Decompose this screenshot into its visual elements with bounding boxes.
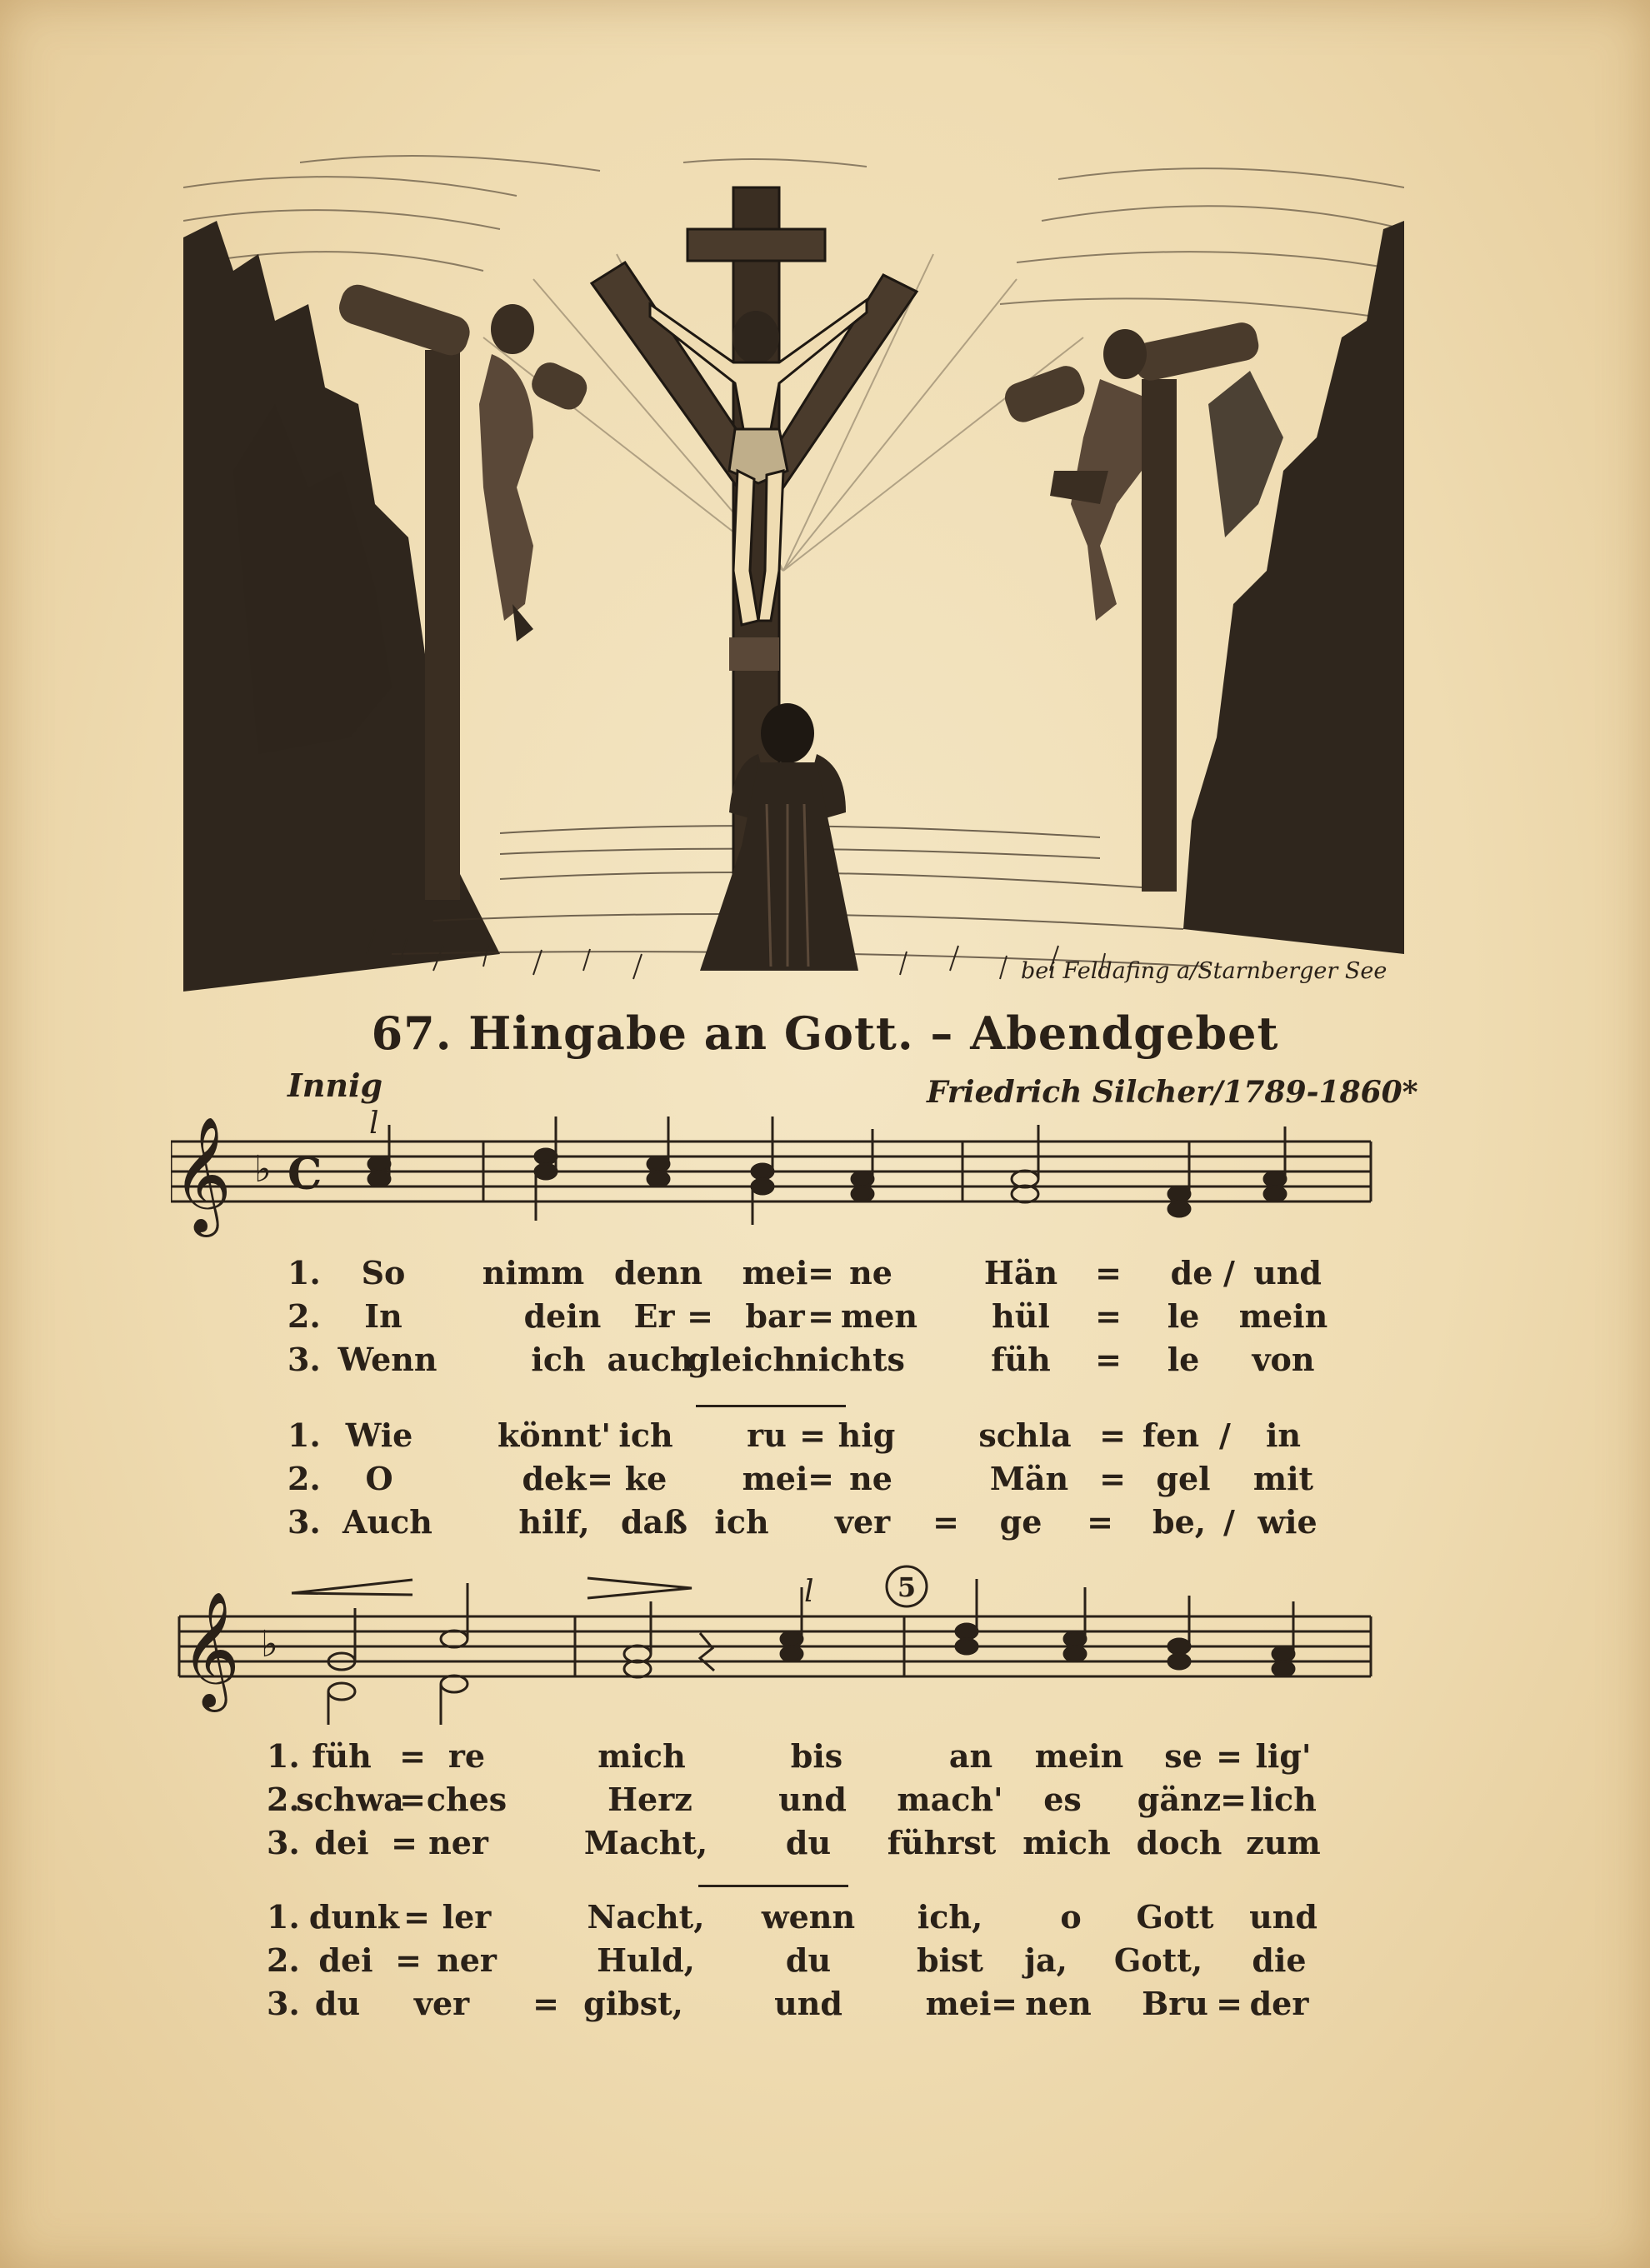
syllable: ge bbox=[999, 1503, 1042, 1541]
syllable: führst bbox=[887, 1824, 997, 1861]
syllable: auch bbox=[607, 1341, 693, 1378]
syllable: = bbox=[808, 1254, 834, 1291]
syllable: du bbox=[785, 1941, 832, 1979]
common-time-icon: C bbox=[288, 1149, 322, 1200]
syllable: le bbox=[1167, 1341, 1200, 1378]
syllable: dei bbox=[314, 1824, 369, 1861]
tempo-marking: Innig bbox=[288, 1067, 383, 1104]
syllable: ich bbox=[618, 1416, 673, 1454]
crescendo-hairpin bbox=[292, 1580, 412, 1595]
syllable: die bbox=[1252, 1941, 1307, 1979]
syllable: lig' bbox=[1255, 1737, 1312, 1775]
syllable: Gott, bbox=[1113, 1941, 1203, 1979]
syllable: nimm bbox=[482, 1254, 585, 1291]
syllable: = bbox=[532, 1985, 559, 2022]
dynamics-hairpins bbox=[292, 1578, 692, 1598]
syllable: ner bbox=[428, 1824, 488, 1861]
syllable: ru bbox=[747, 1416, 787, 1454]
syllable: dein bbox=[523, 1297, 602, 1335]
syllable: nen bbox=[1025, 1985, 1092, 2022]
syllable: Nacht, bbox=[587, 1898, 705, 1936]
syllable: ja, bbox=[1024, 1941, 1068, 1979]
syllable: O bbox=[365, 1460, 393, 1497]
syllable: = bbox=[687, 1297, 713, 1335]
syllable: de bbox=[1170, 1254, 1213, 1291]
syllable: = bbox=[391, 1824, 418, 1861]
verse-number: 1. bbox=[267, 1898, 300, 1936]
syllable: gleich bbox=[687, 1341, 797, 1378]
verse-number: 1. bbox=[267, 1737, 300, 1775]
illustration-caption: bei Feldafing a/Starnberger See bbox=[1021, 958, 1388, 984]
staff-2 bbox=[171, 1558, 1379, 1725]
syllable: = bbox=[587, 1460, 613, 1497]
syllable: der bbox=[1249, 1985, 1309, 2022]
syllable: / bbox=[1219, 1416, 1231, 1454]
verse-number: 2. bbox=[267, 1781, 300, 1818]
syllable: an bbox=[948, 1737, 993, 1775]
composer-credit: Friedrich Silcher/1789-1860* bbox=[927, 1075, 1418, 1110]
verse-number: 3. bbox=[288, 1341, 321, 1378]
syllable: Macht, bbox=[583, 1824, 708, 1861]
syllable: ches bbox=[426, 1781, 508, 1818]
syllable: gel bbox=[1156, 1460, 1211, 1497]
syllable: = bbox=[395, 1941, 422, 1979]
syllable: ver bbox=[834, 1503, 891, 1541]
syllable: mit bbox=[1252, 1460, 1314, 1497]
syllable: in bbox=[1265, 1416, 1302, 1454]
syllable: = bbox=[1099, 1416, 1126, 1454]
flat-sign-icon: ♭ bbox=[261, 1623, 278, 1666]
syllable: füh bbox=[312, 1737, 372, 1775]
measure-number: 5 bbox=[897, 1571, 917, 1603]
syllable: bis bbox=[790, 1737, 843, 1775]
syllable: dei bbox=[318, 1941, 373, 1979]
syllable: be, bbox=[1152, 1503, 1206, 1541]
song-title: 67. Hingabe an Gott. – Abendgebet bbox=[371, 1007, 1279, 1060]
breath-mark: l bbox=[804, 1575, 814, 1609]
syllable: se bbox=[1164, 1737, 1202, 1775]
syllable: dek bbox=[522, 1460, 587, 1497]
staff-1 bbox=[171, 1108, 1379, 1258]
syllable: ner bbox=[437, 1941, 497, 1979]
lyrics-block-2 bbox=[288, 1416, 1371, 1550]
syllable: und bbox=[1249, 1898, 1318, 1936]
syllable: ich, bbox=[917, 1898, 983, 1936]
syllable: Auch bbox=[342, 1503, 432, 1541]
syllable: = bbox=[991, 1985, 1018, 2022]
syllable: könnt' bbox=[497, 1416, 612, 1454]
syllable: le bbox=[1167, 1297, 1200, 1335]
staff-2-notation bbox=[171, 1558, 1379, 1725]
syllable: mein bbox=[1238, 1297, 1328, 1335]
syllable: gänz bbox=[1137, 1781, 1222, 1818]
syllable: = bbox=[1099, 1460, 1126, 1497]
syllable: ich bbox=[531, 1341, 586, 1378]
syllable: denn bbox=[613, 1254, 703, 1291]
syllable: mich bbox=[1022, 1824, 1111, 1861]
syllable: füh bbox=[991, 1341, 1051, 1378]
syllable: und bbox=[778, 1781, 847, 1818]
syllable: es bbox=[1043, 1781, 1082, 1818]
crucifixion-woodcut-illustration bbox=[183, 154, 1404, 992]
sun-rays bbox=[483, 254, 1083, 571]
breath-mark: l bbox=[369, 1108, 379, 1141]
syllable: und bbox=[1253, 1254, 1322, 1291]
syllable: mei bbox=[742, 1254, 808, 1291]
verse-number: 1. bbox=[288, 1416, 321, 1454]
verse-number: 3. bbox=[267, 1985, 300, 2022]
phrase-marker-line bbox=[696, 1405, 846, 1407]
syllable: gibst, bbox=[583, 1985, 683, 2022]
syllable: du bbox=[314, 1985, 361, 2022]
syllable: Huld, bbox=[597, 1941, 695, 1979]
syllable: hilf, bbox=[518, 1503, 590, 1541]
syllable: bar bbox=[745, 1297, 805, 1335]
syllable: bist bbox=[917, 1941, 983, 1979]
syllable: = bbox=[1216, 1737, 1242, 1775]
syllable: und bbox=[774, 1985, 842, 2022]
syllable: lich bbox=[1250, 1781, 1317, 1818]
syllable: mei bbox=[742, 1460, 808, 1497]
syllable: Hän bbox=[983, 1254, 1058, 1291]
lyrics-block-1 bbox=[288, 1254, 1371, 1387]
phrase-marker-line bbox=[698, 1885, 848, 1887]
lyrics-block-4 bbox=[267, 1898, 1375, 2031]
syllable: = bbox=[799, 1416, 826, 1454]
verse-number: 2. bbox=[267, 1941, 300, 1979]
syllable: = bbox=[399, 1737, 426, 1775]
syllable: zum bbox=[1246, 1824, 1321, 1861]
syllable: So bbox=[361, 1254, 406, 1291]
syllable: mei bbox=[925, 1985, 992, 2022]
syllable: hig bbox=[838, 1416, 896, 1454]
decrescendo-hairpin bbox=[588, 1578, 692, 1598]
syllable: wie bbox=[1258, 1503, 1318, 1541]
syllable: = bbox=[808, 1297, 834, 1335]
verse-number: 3. bbox=[267, 1824, 300, 1861]
syllable: mach' bbox=[897, 1781, 1003, 1818]
syllable: = bbox=[403, 1898, 430, 1936]
syllable: schwa bbox=[296, 1781, 404, 1818]
syllable: hül bbox=[992, 1297, 1050, 1335]
syllable: daß bbox=[620, 1503, 688, 1541]
syllable: du bbox=[785, 1824, 832, 1861]
syllable: Er bbox=[633, 1297, 675, 1335]
syllable: = bbox=[1216, 1985, 1242, 2022]
quarter-rest-icon bbox=[700, 1633, 714, 1671]
syllable: Wenn bbox=[338, 1341, 438, 1378]
syllable: ler bbox=[442, 1898, 492, 1936]
verse-number: 3. bbox=[288, 1503, 321, 1541]
flat-sign-icon: ♭ bbox=[254, 1148, 272, 1191]
syllable: ver bbox=[413, 1985, 470, 2022]
syllable: = bbox=[1087, 1503, 1113, 1541]
syllable: schla bbox=[978, 1416, 1072, 1454]
syllable: mein bbox=[1034, 1737, 1124, 1775]
syllable: Wie bbox=[345, 1416, 413, 1454]
syllable: Bru bbox=[1142, 1985, 1208, 2022]
treble-clef-icon: 𝄞 bbox=[181, 1591, 240, 1707]
kneeling-woman bbox=[700, 703, 858, 971]
syllable: / bbox=[1223, 1254, 1235, 1291]
syllable: = bbox=[1095, 1297, 1122, 1335]
staff-1-notation bbox=[171, 1108, 1379, 1258]
syllable: doch bbox=[1136, 1824, 1222, 1861]
verse-number: 1. bbox=[288, 1254, 321, 1291]
verse-number: 2. bbox=[288, 1297, 321, 1335]
verse-number: 2. bbox=[288, 1460, 321, 1497]
syllable: dunk bbox=[308, 1898, 400, 1936]
syllable: / bbox=[1223, 1503, 1235, 1541]
syllable: ke bbox=[624, 1460, 668, 1497]
syllable: o bbox=[1060, 1898, 1082, 1936]
syllable: von bbox=[1252, 1341, 1315, 1378]
syllable: nichts bbox=[795, 1341, 905, 1378]
syllable: Herz bbox=[608, 1781, 692, 1818]
syllable: men bbox=[840, 1297, 918, 1335]
syllable: re bbox=[448, 1737, 486, 1775]
syllable: = bbox=[1095, 1254, 1122, 1291]
woodcut-drawing bbox=[183, 154, 1404, 992]
syllable: = bbox=[808, 1460, 834, 1497]
syllable: mich bbox=[598, 1737, 686, 1775]
syllable: fen bbox=[1142, 1416, 1200, 1454]
syllable: = bbox=[1095, 1341, 1122, 1378]
syllable: = bbox=[1220, 1781, 1247, 1818]
syllable: ich bbox=[714, 1503, 769, 1541]
syllable: = bbox=[932, 1503, 959, 1541]
lyrics-block-3 bbox=[267, 1737, 1375, 1871]
syllable: ne bbox=[849, 1254, 892, 1291]
syllable: Män bbox=[989, 1460, 1069, 1497]
treble-clef-icon: 𝄞 bbox=[172, 1117, 232, 1232]
syllable: In bbox=[364, 1297, 402, 1335]
syllable: ne bbox=[849, 1460, 892, 1497]
syllable: = bbox=[399, 1781, 426, 1818]
syllable: Gott bbox=[1136, 1898, 1214, 1936]
syllable: wenn bbox=[761, 1898, 856, 1936]
